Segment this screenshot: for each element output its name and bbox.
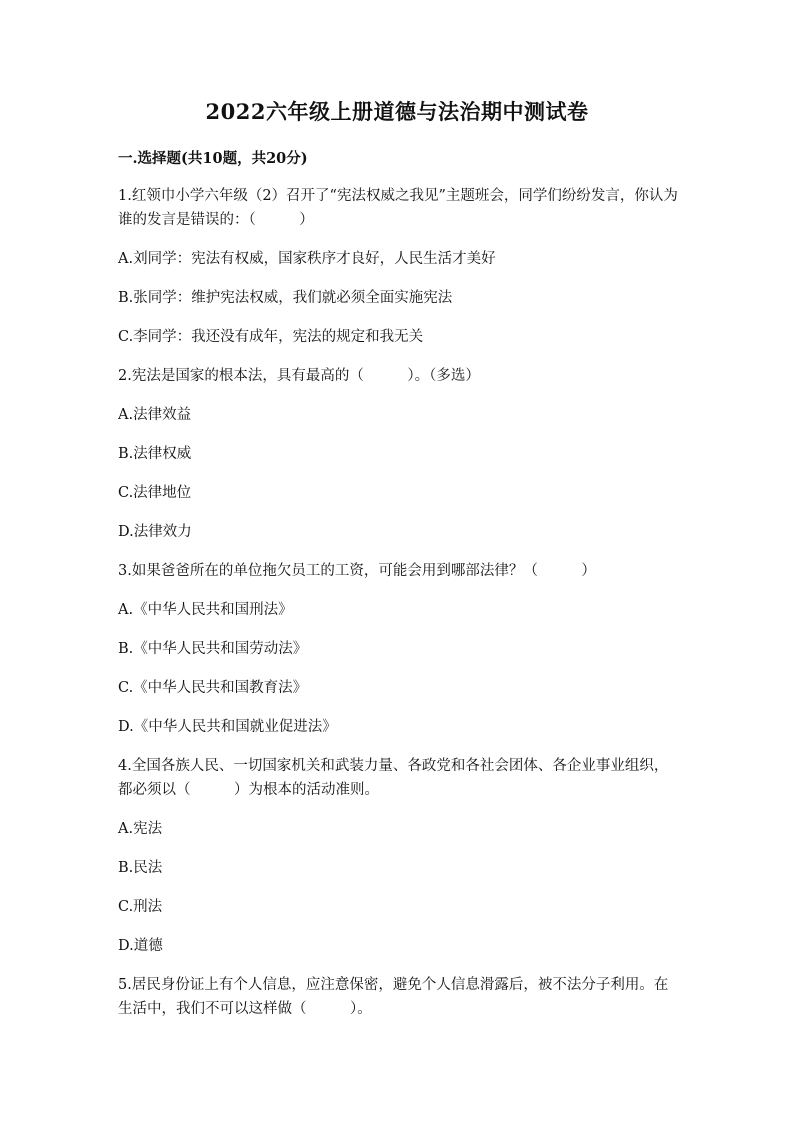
question-stem: 1.红领巾小学六年级（2）召开了“宪法权威之我见”主题班会，同学们纷纷发言，你认为谁的发言是错误的：（ ） [118,188,678,228]
option-c: C.法律地位 [118,485,192,501]
option-d: D.道德 [118,938,163,954]
option-b: B.张同学：维护宪法权威，我们就必须全面实施宪法 [118,290,453,306]
option-b: B.民法 [118,860,163,876]
question-stem: 3.如果爸爸所在的单位拖欠员工的工资，可能会用到哪部法律？（ ） [118,563,596,579]
question-list [118,184,678,1021]
option-a: A.法律效益 [118,407,192,423]
option-a: A.刘同学：宪法有权威，国家秩序才良好，人民生活才美好 [118,251,496,267]
option-a: A.《中华人民共和国刑法》 [118,602,293,618]
option-c: C.《中华人民共和国教育法》 [118,680,308,696]
section-heading: 一.选择题(共10题，共20分) [118,150,308,167]
option-c: C.李同学：我还没有成年，宪法的规定和我无关 [118,329,424,345]
option-a: A.宪法 [118,821,163,837]
page-title: 2022六年级上册道德与法治期中测试卷 [205,99,589,124]
question-1 [118,184,678,349]
option-b: B.法律权威 [118,446,192,462]
option-c: C.刑法 [118,899,163,915]
option-d: D.法律效力 [118,524,192,540]
question-stem: 5.居民身份证上有个人信息，应注意保密，避免个人信息滑露后，被不法分子利用。在生活中，我们不可以这样做（ ）。 [118,977,669,1017]
question-stem: 4.全国各族人民、一切国家机关和武装力量、各政党和各社会团体、各企业事业组织，都必须以（ ）为根本的活动准则。 [118,758,669,798]
question-4 [118,754,678,958]
option-b: B.《中华人民共和国劳动法》 [118,641,308,657]
question-3 [118,559,678,739]
question-stem: 2.宪法是国家的根本法，具有最高的（ ）。（多选） [118,368,480,384]
question-5 [118,973,678,1021]
option-d: D.《中华人民共和国就业促进法》 [118,719,337,735]
question-2 [118,364,678,544]
